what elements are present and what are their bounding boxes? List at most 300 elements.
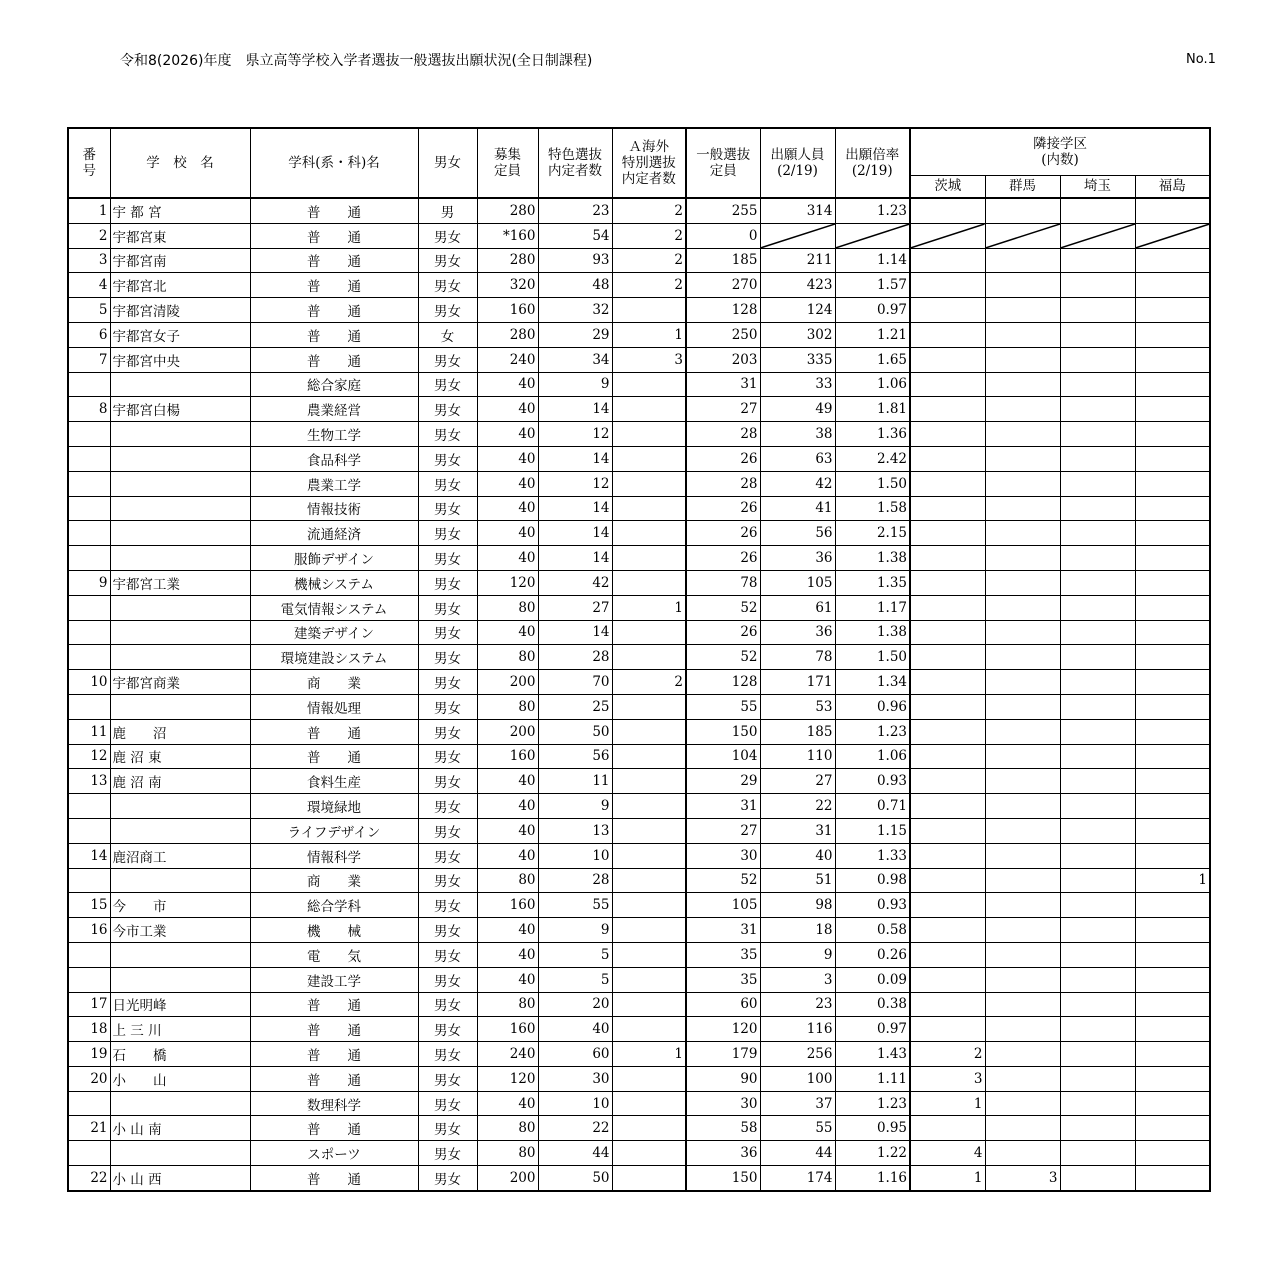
cell-sex: 男女: [418, 620, 477, 645]
cell-applicants: 51: [760, 868, 835, 893]
cell-gunma: [985, 446, 1060, 471]
cell-gunma: [985, 521, 1060, 546]
cell-applicants: 56: [760, 521, 835, 546]
cell-sex: 男女: [418, 397, 477, 422]
cell-gunma: [985, 992, 1060, 1017]
cell-ibaraki: [910, 868, 985, 893]
cell-applicants: 110: [760, 744, 835, 769]
cell-dept: 電気情報システム: [250, 595, 418, 620]
cell-general: 104: [686, 744, 760, 769]
cell-no: [68, 496, 110, 521]
cell-sex: 男女: [418, 273, 477, 298]
table-row: [68, 694, 1210, 719]
cell-applicants: 116: [760, 1017, 835, 1042]
cell-kaigai: [612, 1116, 686, 1141]
header-general-text: 一般選抜 定員: [696, 147, 751, 179]
page-number: No.1: [1186, 52, 1216, 67]
cell-capacity: 120: [477, 1066, 538, 1091]
header-saitama: 埼玉: [1060, 175, 1135, 198]
cell-sex: 男: [418, 198, 477, 223]
cell-saitama: [1060, 818, 1135, 843]
cell-no: [68, 595, 110, 620]
cell-kaigai: [612, 1141, 686, 1166]
cell-kaigai: 2: [612, 670, 686, 695]
cell-ibaraki: [910, 818, 985, 843]
slash-mark: [836, 224, 910, 248]
cell-sex: 男女: [418, 694, 477, 719]
cell-gunma: [985, 397, 1060, 422]
cell-sex: 男女: [418, 1017, 477, 1042]
slash-mark: [911, 224, 985, 248]
cell-applicants: 27: [760, 769, 835, 794]
cell-tokushoku: 50: [538, 719, 612, 744]
cell-applicants: 41: [760, 496, 835, 521]
cell-applicants: 63: [760, 446, 835, 471]
cell-dept: 普 通: [250, 273, 418, 298]
cell-tokushoku: 22: [538, 1116, 612, 1141]
cell-general: 55: [686, 694, 760, 719]
cell-general: 31: [686, 794, 760, 819]
cell-school: [110, 372, 250, 397]
cell-no: [68, 372, 110, 397]
cell-capacity: 80: [477, 868, 538, 893]
cell-fukushima: [1135, 1116, 1210, 1141]
cell-saitama: [1060, 471, 1135, 496]
cell-general: 90: [686, 1066, 760, 1091]
cell-school: 宇都宮東: [110, 223, 250, 248]
cell-ibaraki: [910, 744, 985, 769]
cell-fukushima: [1135, 670, 1210, 695]
cell-ibaraki: [910, 372, 985, 397]
cell-fukushima: [1135, 794, 1210, 819]
cell-tokushoku: 14: [538, 446, 612, 471]
cell-general: 26: [686, 546, 760, 571]
cell-kaigai: 1: [612, 595, 686, 620]
cell-dept: 総合学科: [250, 893, 418, 918]
cell-kaigai: [612, 942, 686, 967]
table-row: [68, 546, 1210, 571]
cell-school: [110, 471, 250, 496]
cell-saitama: [1060, 769, 1135, 794]
cell-sex: 男女: [418, 744, 477, 769]
table-row: [68, 496, 1210, 521]
cell-gunma: [985, 843, 1060, 868]
cell-general: 28: [686, 422, 760, 447]
cell-ratio: 1.58: [835, 496, 910, 521]
cell-ratio: 1.11: [835, 1066, 910, 1091]
cell-no: 16: [68, 918, 110, 943]
cell-dept: 農業工学: [250, 471, 418, 496]
cell-general: 26: [686, 496, 760, 521]
cell-sex: 男女: [418, 570, 477, 595]
cell-applicants: 53: [760, 694, 835, 719]
cell-kaigai: [612, 1166, 686, 1191]
cell-kaigai: 1: [612, 1042, 686, 1067]
cell-ibaraki: [910, 1116, 985, 1141]
cell-dept: 電 気: [250, 942, 418, 967]
cell-school: 宇都宮清陵: [110, 298, 250, 323]
cell-capacity: 200: [477, 670, 538, 695]
header-ratio: [835, 128, 910, 198]
cell-kaigai: [612, 719, 686, 744]
cell-saitama: [1060, 843, 1135, 868]
cell-capacity: 40: [477, 818, 538, 843]
cell-tokushoku: 10: [538, 1091, 612, 1116]
header-neighbor: [910, 128, 1210, 175]
cell-school: [110, 794, 250, 819]
cell-tokushoku: 42: [538, 570, 612, 595]
cell-kaigai: [612, 397, 686, 422]
cell-dept: 普 通: [250, 223, 418, 248]
cell-tokushoku: 23: [538, 198, 612, 223]
cell-saitama: [1060, 719, 1135, 744]
cell-capacity: 40: [477, 843, 538, 868]
cell-tokushoku: 28: [538, 645, 612, 670]
cell-ibaraki: [910, 397, 985, 422]
cell-dept: 普 通: [250, 347, 418, 372]
cell-gunma: [985, 198, 1060, 223]
cell-tokushoku: 10: [538, 843, 612, 868]
cell-ibaraki: [910, 496, 985, 521]
cell-saitama: [1060, 273, 1135, 298]
cell-kaigai: [612, 769, 686, 794]
cell-sex: 男女: [418, 942, 477, 967]
table-row: [68, 372, 1210, 397]
cell-gunma: [985, 1042, 1060, 1067]
cell-ibaraki: [910, 918, 985, 943]
cell-dept: 普 通: [250, 1066, 418, 1091]
cell-kaigai: [612, 298, 686, 323]
table-row: [68, 843, 1210, 868]
table-row: [68, 446, 1210, 471]
cell-capacity: 40: [477, 372, 538, 397]
cell-no: 4: [68, 273, 110, 298]
cell-sex: 男女: [418, 992, 477, 1017]
cell-kaigai: [612, 496, 686, 521]
cell-gunma: [985, 893, 1060, 918]
cell-saitama: [1060, 1042, 1135, 1067]
cell-sex: 男女: [418, 595, 477, 620]
cell-applicants: 55: [760, 1116, 835, 1141]
cell-ibaraki: [910, 273, 985, 298]
cell-general: 52: [686, 645, 760, 670]
cell-kaigai: [612, 967, 686, 992]
cell-dept: 普 通: [250, 1166, 418, 1191]
cell-tokushoku: 5: [538, 967, 612, 992]
cell-gunma: [985, 471, 1060, 496]
cell-ratio: 1.21: [835, 322, 910, 347]
cell-ibaraki: [910, 893, 985, 918]
cell-fukushima: [1135, 546, 1210, 571]
cell-school: [110, 967, 250, 992]
cell-kaigai: [612, 620, 686, 645]
cell-saitama: [1060, 372, 1135, 397]
cell-dept: 商 業: [250, 868, 418, 893]
cell-capacity: 40: [477, 397, 538, 422]
cell-sex: 男女: [418, 347, 477, 372]
cell-dept: 普 通: [250, 992, 418, 1017]
cell-school: [110, 595, 250, 620]
cell-general: 105: [686, 893, 760, 918]
cell-general: 150: [686, 719, 760, 744]
cell-sex: 男女: [418, 645, 477, 670]
cell-applicants: 256: [760, 1042, 835, 1067]
cell-fukushima: [1135, 893, 1210, 918]
cell-fukushima: [1135, 645, 1210, 670]
cell-capacity: 160: [477, 893, 538, 918]
cell-applicants: 302: [760, 322, 835, 347]
cell-sex: 男女: [418, 298, 477, 323]
cell-general: 27: [686, 397, 760, 422]
cell-sex: 男女: [418, 422, 477, 447]
cell-sex: 男女: [418, 893, 477, 918]
cell-ibaraki: [910, 223, 985, 248]
cell-fukushima: [1135, 322, 1210, 347]
cell-dept: 情報科学: [250, 843, 418, 868]
cell-school: 宇都宮中央: [110, 347, 250, 372]
cell-ibaraki: [910, 595, 985, 620]
cell-ratio: 0.95: [835, 1116, 910, 1141]
cell-gunma: [985, 298, 1060, 323]
cell-ratio: 0.97: [835, 1017, 910, 1042]
cell-general: 185: [686, 248, 760, 273]
table-row: [68, 471, 1210, 496]
cell-ibaraki: [910, 992, 985, 1017]
cell-ibaraki: 4: [910, 1141, 985, 1166]
cell-no: [68, 694, 110, 719]
table-row: [68, 918, 1210, 943]
cell-tokushoku: 34: [538, 347, 612, 372]
cell-school: 鹿沼商工: [110, 843, 250, 868]
table-row: [68, 422, 1210, 447]
cell-fukushima: [1135, 422, 1210, 447]
cell-capacity: 40: [477, 546, 538, 571]
cell-saitama: [1060, 422, 1135, 447]
cell-dept: 普 通: [250, 322, 418, 347]
cell-saitama: [1060, 496, 1135, 521]
cell-fukushima: [1135, 446, 1210, 471]
cell-capacity: 240: [477, 347, 538, 372]
cell-ibaraki: [910, 570, 985, 595]
cell-gunma: [985, 248, 1060, 273]
cell-saitama: [1060, 1141, 1135, 1166]
cell-tokushoku: 48: [538, 273, 612, 298]
document-title: 令和8(2026)年度 県立高等学校入学者選抜一般選抜出願状況(全日制課程): [120, 53, 593, 69]
applications-table: [67, 127, 1211, 1192]
cell-gunma: [985, 918, 1060, 943]
cell-ratio: 0.71: [835, 794, 910, 819]
cell-kaigai: [612, 918, 686, 943]
cell-school: [110, 620, 250, 645]
cell-general: 150: [686, 1166, 760, 1191]
slash-mark: [1061, 224, 1135, 248]
cell-gunma: [985, 694, 1060, 719]
cell-kaigai: [612, 1066, 686, 1091]
cell-tokushoku: 13: [538, 818, 612, 843]
cell-general: 255: [686, 198, 760, 223]
cell-kaigai: [612, 794, 686, 819]
cell-general: 120: [686, 1017, 760, 1042]
cell-ratio: 0.58: [835, 918, 910, 943]
cell-dept: 普 通: [250, 1116, 418, 1141]
cell-sex: 男女: [418, 843, 477, 868]
cell-saitama: [1060, 1066, 1135, 1091]
cell-fukushima: [1135, 1166, 1210, 1191]
cell-kaigai: 3: [612, 347, 686, 372]
cell-ibaraki: [910, 1017, 985, 1042]
cell-tokushoku: 93: [538, 248, 612, 273]
cell-kaigai: [612, 446, 686, 471]
cell-capacity: 280: [477, 322, 538, 347]
cell-saitama: [1060, 595, 1135, 620]
cell-general: 58: [686, 1116, 760, 1141]
cell-applicants: 211: [760, 248, 835, 273]
cell-sex: 男女: [418, 1141, 477, 1166]
cell-ratio: 1.38: [835, 620, 910, 645]
cell-ratio: 0.98: [835, 868, 910, 893]
header-no: [68, 128, 110, 198]
cell-sex: 男女: [418, 471, 477, 496]
cell-capacity: 320: [477, 273, 538, 298]
cell-no: 13: [68, 769, 110, 794]
cell-dept: 商 業: [250, 670, 418, 695]
cell-fukushima: [1135, 1017, 1210, 1042]
cell-tokushoku: 12: [538, 422, 612, 447]
cell-ibaraki: 1: [910, 1091, 985, 1116]
cell-sex: 男女: [418, 1091, 477, 1116]
cell-sex: 男女: [418, 719, 477, 744]
header-applicants: [760, 128, 835, 198]
cell-general: 179: [686, 1042, 760, 1067]
table-row: [68, 1141, 1210, 1166]
cell-no: 21: [68, 1116, 110, 1141]
cell-tokushoku: 12: [538, 471, 612, 496]
cell-capacity: 40: [477, 918, 538, 943]
cell-school: [110, 942, 250, 967]
cell-applicants: 61: [760, 595, 835, 620]
cell-ibaraki: [910, 422, 985, 447]
cell-general: 26: [686, 620, 760, 645]
cell-dept: 流通経済: [250, 521, 418, 546]
table-row: [68, 744, 1210, 769]
cell-tokushoku: 5: [538, 942, 612, 967]
cell-general: 28: [686, 471, 760, 496]
cell-tokushoku: 32: [538, 298, 612, 323]
cell-gunma: [985, 347, 1060, 372]
cell-school: 上 三 川: [110, 1017, 250, 1042]
header-dept: 学科(系・科)名: [250, 128, 418, 198]
cell-fukushima: [1135, 397, 1210, 422]
cell-capacity: 40: [477, 967, 538, 992]
header-ratio-text: 出願倍率 (2/19): [845, 147, 900, 179]
cell-ibaraki: [910, 694, 985, 719]
cell-no: [68, 1141, 110, 1166]
cell-dept: 服飾デザイン: [250, 546, 418, 571]
cell-fukushima: [1135, 918, 1210, 943]
cell-school: [110, 422, 250, 447]
cell-kaigai: [612, 521, 686, 546]
cell-gunma: [985, 1017, 1060, 1042]
cell-ratio: 1.34: [835, 670, 910, 695]
cell-no: [68, 868, 110, 893]
cell-dept: 普 通: [250, 744, 418, 769]
cell-ratio: 1.50: [835, 471, 910, 496]
cell-gunma: [985, 868, 1060, 893]
table-row: [68, 1091, 1210, 1116]
table-row: [68, 223, 1210, 248]
cell-school: [110, 818, 250, 843]
cell-ratio: [835, 223, 910, 248]
cell-kaigai: [612, 818, 686, 843]
cell-saitama: [1060, 942, 1135, 967]
cell-kaigai: [612, 744, 686, 769]
slash-mark: [986, 224, 1060, 248]
cell-school: 小 山: [110, 1066, 250, 1091]
cell-gunma: [985, 223, 1060, 248]
cell-sex: 男女: [418, 769, 477, 794]
cell-fukushima: [1135, 1091, 1210, 1116]
cell-no: 12: [68, 744, 110, 769]
cell-fukushima: [1135, 942, 1210, 967]
cell-kaigai: 2: [612, 198, 686, 223]
cell-fukushima: [1135, 521, 1210, 546]
cell-ratio: 1.22: [835, 1141, 910, 1166]
header-capacity: [477, 128, 538, 198]
cell-fukushima: [1135, 1066, 1210, 1091]
cell-no: [68, 942, 110, 967]
cell-applicants: 36: [760, 546, 835, 571]
cell-no: [68, 521, 110, 546]
cell-gunma: [985, 1141, 1060, 1166]
cell-gunma: [985, 645, 1060, 670]
cell-kaigai: [612, 843, 686, 868]
cell-ratio: 1.43: [835, 1042, 910, 1067]
cell-kaigai: [612, 471, 686, 496]
cell-dept: 農業経営: [250, 397, 418, 422]
cell-saitama: [1060, 992, 1135, 1017]
cell-fukushima: [1135, 595, 1210, 620]
cell-general: 30: [686, 1091, 760, 1116]
table-row: [68, 818, 1210, 843]
cell-sex: 男女: [418, 248, 477, 273]
cell-applicants: 105: [760, 570, 835, 595]
cell-tokushoku: 14: [538, 397, 612, 422]
cell-saitama: [1060, 794, 1135, 819]
table-row: [68, 645, 1210, 670]
cell-capacity: 40: [477, 446, 538, 471]
cell-no: [68, 967, 110, 992]
cell-ibaraki: [910, 942, 985, 967]
cell-school: [110, 1141, 250, 1166]
cell-tokushoku: 14: [538, 496, 612, 521]
cell-ratio: 0.93: [835, 769, 910, 794]
cell-fukushima: [1135, 1042, 1210, 1067]
cell-capacity: 80: [477, 992, 538, 1017]
cell-capacity: 40: [477, 521, 538, 546]
cell-gunma: [985, 422, 1060, 447]
cell-applicants: 174: [760, 1166, 835, 1191]
cell-tokushoku: 25: [538, 694, 612, 719]
cell-dept: 情報処理: [250, 694, 418, 719]
cell-ibaraki: [910, 198, 985, 223]
header-kaigai: [612, 128, 686, 198]
cell-kaigai: 1: [612, 322, 686, 347]
cell-fukushima: [1135, 694, 1210, 719]
cell-capacity: 40: [477, 769, 538, 794]
cell-kaigai: [612, 992, 686, 1017]
cell-tokushoku: 44: [538, 1141, 612, 1166]
cell-saitama: [1060, 670, 1135, 695]
